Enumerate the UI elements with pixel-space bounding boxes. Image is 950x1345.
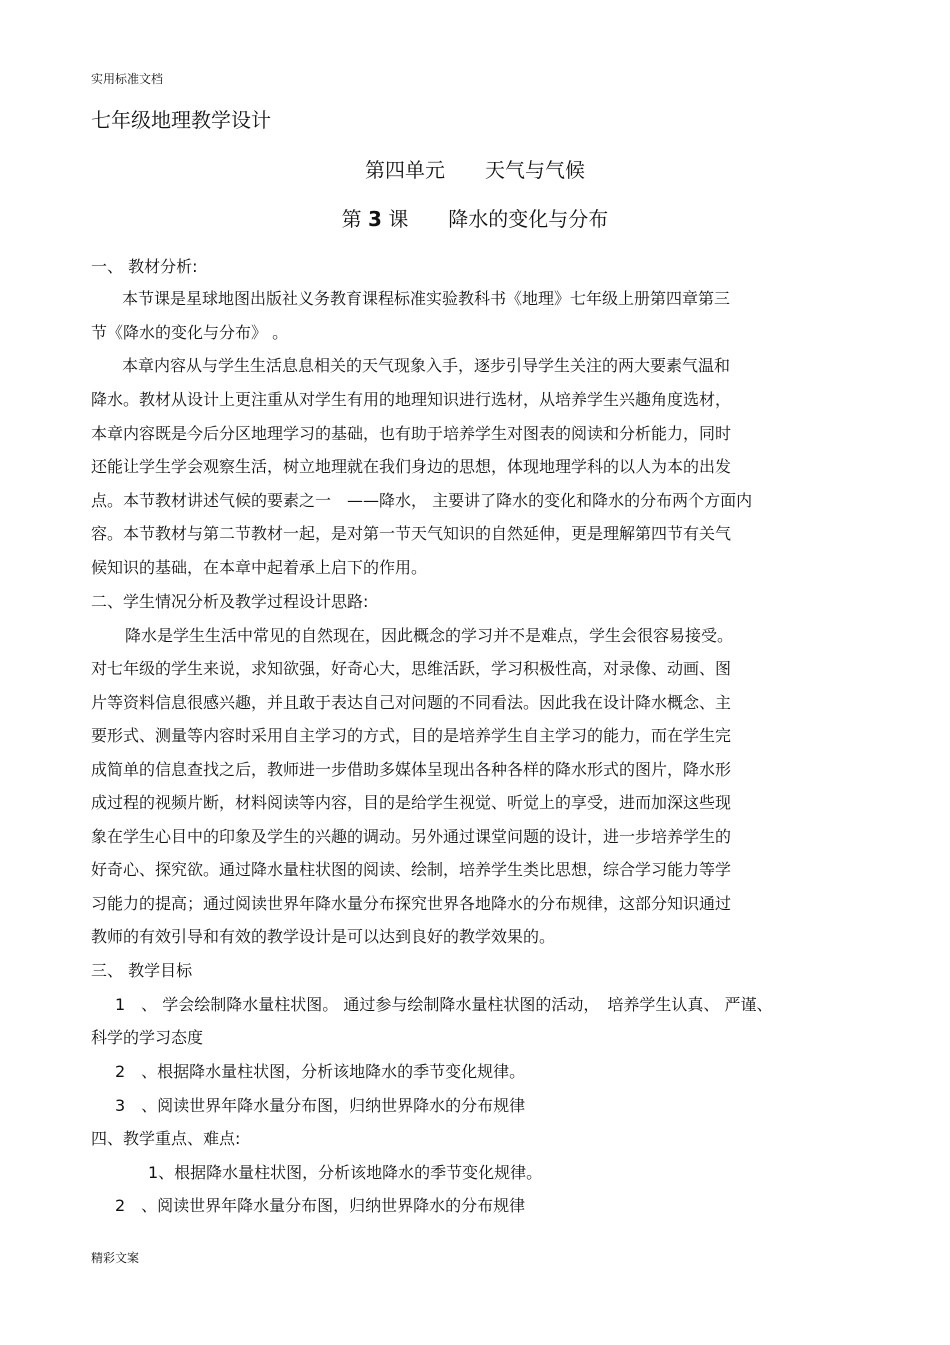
- key-point-item: 2 、阅读世界年降水量分布图，归纳世界降水的分布规律: [115, 1196, 526, 1215]
- paragraph-line: 本节课是星球地图出版社义务教育课程标准实验教科书《地理》七年级上册第四章第三: [122, 289, 731, 308]
- paragraph-line: 对七年级的学生来说，求知欲强，好奇心大，思维活跃，学习积极性高，对录像、动画、图: [91, 659, 732, 678]
- lesson-title: [0, 203, 950, 232]
- paragraph-line: 成简单的信息查找之后，教师进一步借助多媒体呈现出各种各样的降水形式的图片，降水形: [91, 760, 732, 779]
- unit-title: 第四单元 天气与气候: [365, 158, 585, 182]
- paragraph-line: 好奇心、探究欲。通过降水量柱状图的阅读、绘制，培养学生类比思想，综合学习能力等学: [91, 860, 732, 879]
- section-heading-teaching-goals: 三、 教学目标: [91, 961, 193, 980]
- section-heading-student-analysis: 二、学生情况分析及教学过程设计思路:: [91, 592, 369, 611]
- goal-item: 2 、根据降水量柱状图，分析该地降水的季节变化规律。: [115, 1062, 526, 1081]
- paragraph-line: 容。本节教材与第二节教材一起，是对第一节天气知识的自然延伸，更是理解第四节有关气: [91, 524, 732, 543]
- paragraph-line: 节《降水的变化与分布》 。: [91, 323, 289, 342]
- key-point-item: 1、根据降水量柱状图，分析该地降水的季节变化规律。: [148, 1163, 543, 1182]
- paragraph-line: 降水。教材从设计上更注重从对学生有用的地理知识进行选材，从培养学生兴趣角度选材，: [91, 390, 732, 409]
- paragraph-line: 象在学生心目中的印象及学生的兴趣的调动。另外通过课堂问题的设计，进一步培养学生的: [91, 827, 732, 846]
- section-heading-key-points: 四、教学重点、难点:: [91, 1129, 241, 1148]
- paragraph-line: 候知识的基础，在本章中起着承上启下的作用。: [91, 558, 428, 577]
- paragraph-line: 片等资料信息很感兴趣，并且敢于表达自己对问题的不同看法。因此我在设计降水概念、主: [91, 693, 732, 712]
- page-footer: 精彩文案: [91, 1251, 140, 1265]
- page-header: 实用标准文档: [91, 72, 164, 86]
- goal-item: 1 、 学会绘制降水量柱状图。 通过参与绘制降水量柱状图的活动， 培养学生认真、 严谨、: [115, 995, 773, 1014]
- paragraph-line: 本章内容既是今后分区地理学习的基础，也有助于培养学生对图表的阅读和分析能力，同时: [91, 424, 732, 443]
- paragraph-line: 点。本节教材讲述气候的要素之一 ——降水， 主要讲了降水的变化和降水的分布两个方面内: [91, 491, 753, 510]
- paragraph-line: 成过程的视频片断，材料阅读等内容，目的是给学生视觉、听觉上的享受，进而加深这些现: [91, 793, 732, 812]
- lesson-suffix: 课 降水的变化与分布: [388, 207, 609, 231]
- goal-item: 科学的学习态度: [91, 1028, 204, 1047]
- paragraph-line: 要形式、测量等内容时采用自主学习的方式，目的是培养学生自主学习的能力，而在学生完: [91, 726, 732, 745]
- lesson-number: 3: [368, 207, 382, 231]
- paragraph-line: 本章内容从与学生生活息息相关的天气现象入手，逐步引导学生关注的两大要素气温和: [122, 356, 731, 375]
- paragraph-line: 降水是学生生活中常见的自然现在，因此概念的学习并不是难点，学生会很容易接受。: [125, 626, 734, 645]
- document-title: 七年级地理教学设计: [91, 108, 271, 132]
- goal-item: 3 、阅读世界年降水量分布图，归纳世界降水的分布规律: [115, 1096, 526, 1115]
- lesson-prefix: 第: [341, 207, 362, 231]
- paragraph-line: 习能力的提高；通过阅读世界年降水量分布探究世界各地降水的分布规律，这部分知识通过: [91, 894, 732, 913]
- paragraph-line: 还能让学生学会观察生活，树立地理就在我们身边的思想，体现地理学科的以人为本的出发: [91, 457, 732, 476]
- section-heading-textbook-analysis: 一、 教材分析:: [91, 257, 198, 276]
- paragraph-line: 教师的有效引导和有效的教学设计是可以达到良好的教学效果的。: [91, 927, 556, 946]
